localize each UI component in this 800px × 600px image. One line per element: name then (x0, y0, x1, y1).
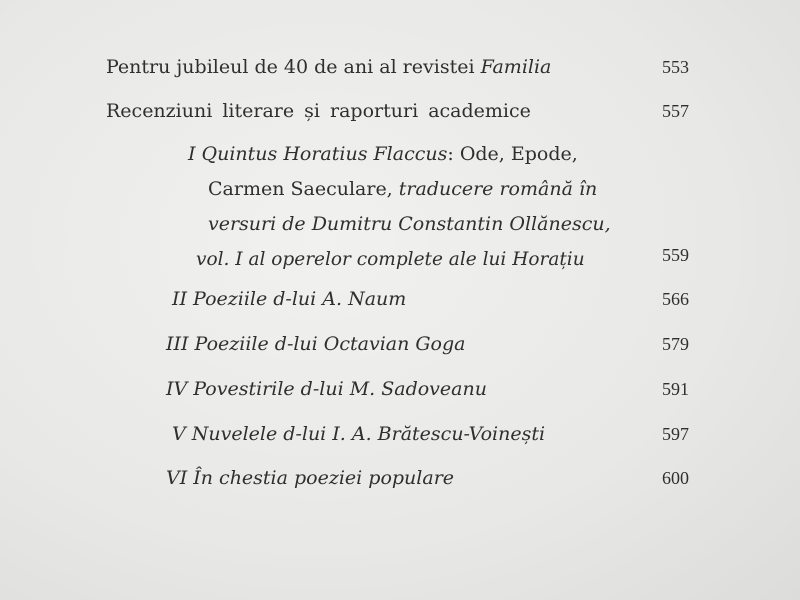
horatius-line-1: I Quintus Horatius Flaccus: Ode, Epode, (188, 143, 578, 165)
toc-entry-horatius-page-row (0, 244, 800, 274)
toc-entry-page: 559 (662, 245, 689, 265)
toc-entry-poezie-populara (0, 467, 800, 497)
toc-entry-title: II Poeziile d-lui A. Naum (172, 288, 407, 310)
toc-entry-page: 579 (662, 334, 689, 354)
toc-entry-page: 600 (662, 468, 689, 488)
toc-entry-page: 591 (662, 379, 689, 399)
toc-entry-jubileu (0, 56, 800, 86)
toc-entry-title: III Poeziile d-lui Octavian Goga (166, 333, 466, 355)
toc-entry-bratescu (0, 423, 800, 453)
toc-entry-title: IV Povestirile d-lui M. Sadoveanu (166, 378, 487, 400)
toc-entry-recenziuni (0, 100, 800, 130)
toc-entry-page: 597 (662, 424, 689, 444)
toc-entry-title: V Nuvelele d-lui I. A. Brătescu-Voinești (172, 423, 546, 445)
horatius-line-4: vol. I al operelor complete ale lui Horațiu (196, 249, 585, 270)
toc-entry-page: 566 (662, 289, 689, 309)
horatius-line-2: Carmen Saeculare, traducere română în (208, 178, 598, 200)
title-roman-part: Pentru jubileul de 40 de ani al revistei (106, 56, 481, 78)
toc-entry-page: 557 (662, 101, 689, 121)
horatius-line-3: versuri de Dumitru Constantin Ollănescu, (208, 213, 611, 235)
toc-entry-title: VI În chestia poeziei populare (166, 467, 455, 489)
toc-entry-title: Recenziuni literare și raporturi academice (106, 100, 531, 122)
toc-entry-goga (0, 333, 800, 363)
toc-entry-title (106, 56, 551, 78)
toc-entry-sadoveanu (0, 378, 800, 408)
toc-entry-page: 553 (662, 57, 689, 77)
toc-entry-naum (0, 288, 800, 318)
title-italic-part: Familia (480, 56, 552, 78)
